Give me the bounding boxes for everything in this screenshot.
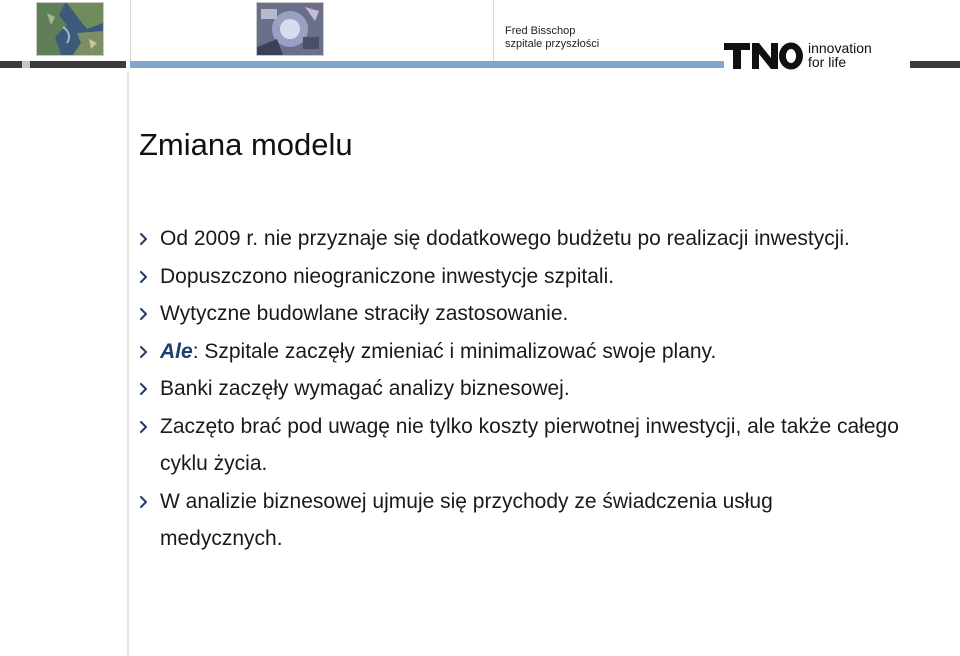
bullet-item [139,258,899,296]
bullet-text: Banki zaczęły wymagać analizy biznesowej. [160,377,570,400]
logo-tagline [808,41,872,69]
bullet-item [139,295,899,333]
bullet-item [139,483,899,558]
bullet-item [139,370,899,408]
chevron-right-icon [139,258,151,296]
bullet-text: Zaczęto brać pod uwagę nie tylko koszty pierwotnej inwestycji, ale także całego cyklu życia. [160,414,899,475]
bullet-item [139,408,899,483]
chevron-right-icon [139,370,151,408]
chevron-right-icon [139,333,151,371]
header-stripe [22,61,30,68]
header-divider [130,0,131,62]
header-stripe [0,61,22,68]
slide-header [0,0,960,72]
header-divider [493,0,494,62]
chevron-right-icon [139,408,151,446]
author-block [505,25,599,51]
bullet-item [139,333,899,371]
author-name: Fred Bisschop [505,25,576,37]
satellite-map-image [36,2,104,56]
bullet-item [139,220,899,258]
header-stripe [30,61,126,68]
chevron-right-icon [139,483,151,521]
bullet-emphasis: Ale [160,339,193,363]
chevron-right-icon [139,220,151,258]
chevron-right-icon [139,295,151,333]
bullet-text: : Szpitale zaczęły zmieniać i minimalizować swoje plany. [192,339,717,363]
tno-logo-mark [724,42,804,70]
bullet-text: Wytyczne budowlane straciły zastosowanie. [160,302,569,325]
bullet-list [139,220,899,558]
medical-equipment-image [256,2,324,56]
header-stripe [910,61,960,68]
slide-title: Zmiana modelu [139,127,353,162]
logo-tagline-line1: innovation [808,40,872,56]
author-subtitle: szpitale przyszłości [505,38,600,50]
left-margin-rule [127,72,129,656]
bullet-text: Od 2009 r. nie przyznaje się dodatkowego budżetu po realizacji inwestycji. [160,227,850,250]
bullet-text: Dopuszczono nieograniczone inwestycje szpitali. [160,264,615,288]
bullet-text: W analizie biznesowej ujmuje się przychody ze świadczenia usług medycznych. [160,489,773,550]
header-stripe [130,61,724,68]
logo-tagline-line2: for life [808,54,847,70]
tno-logo [724,42,904,70]
